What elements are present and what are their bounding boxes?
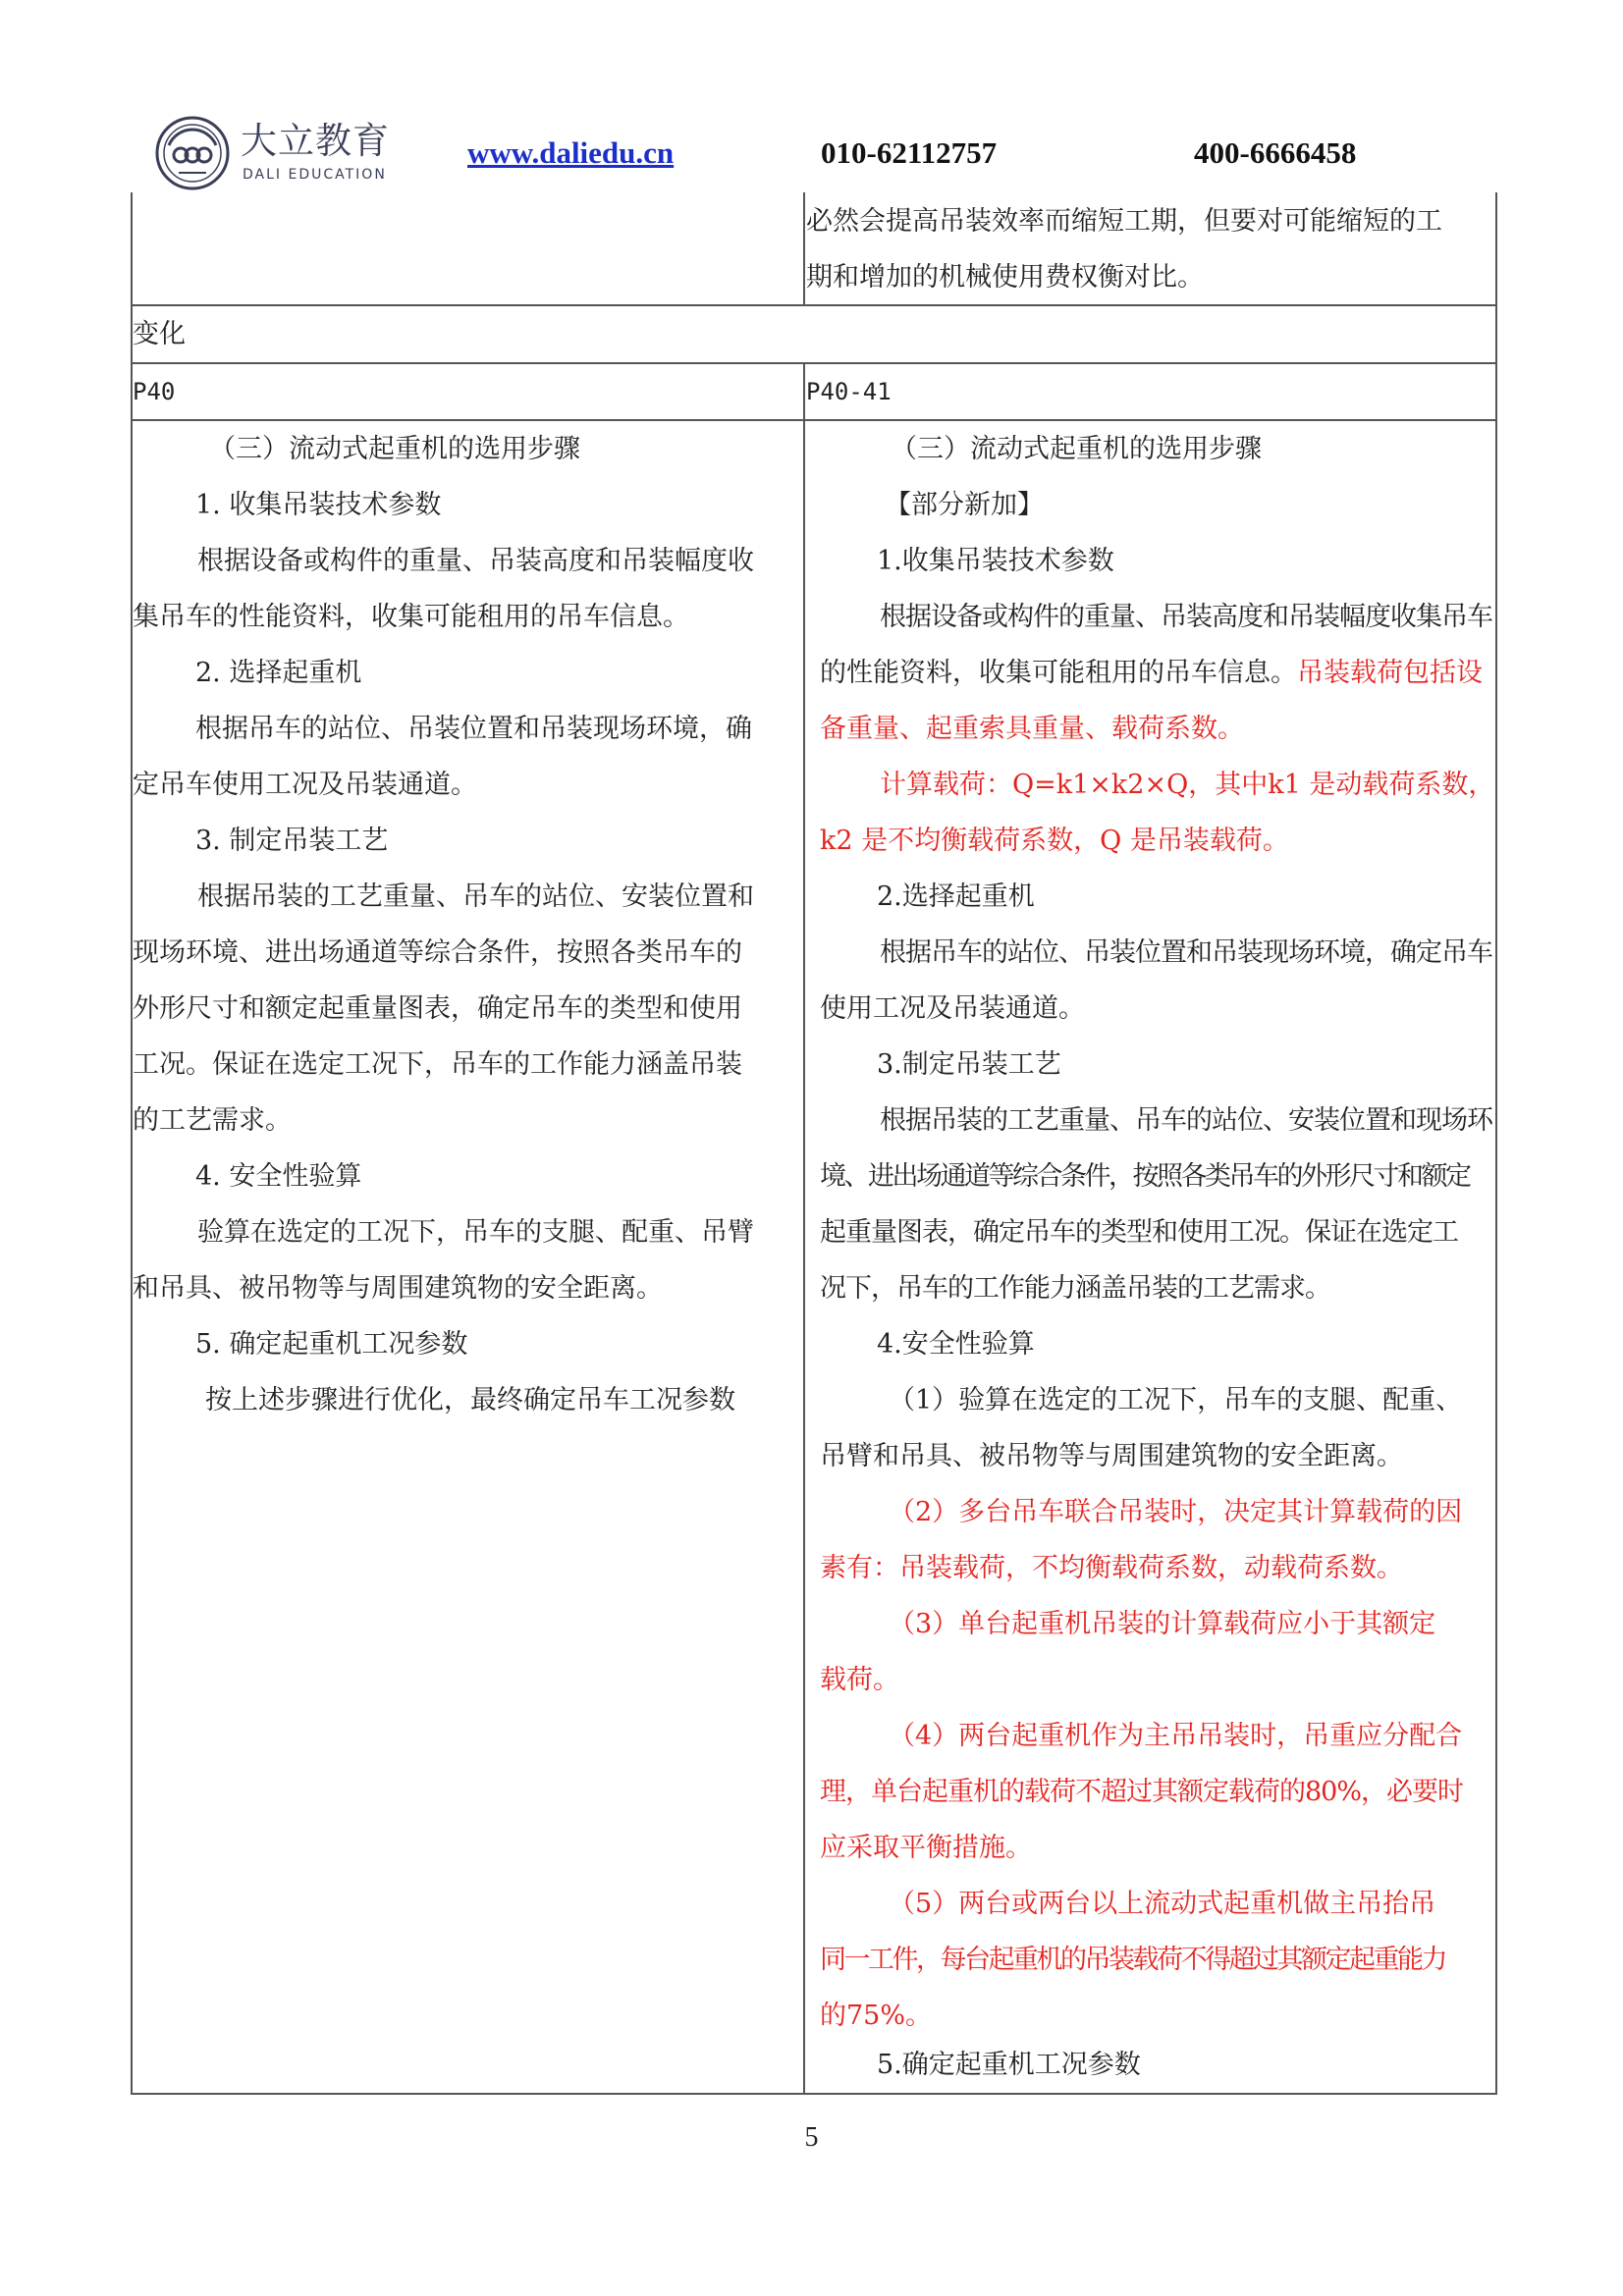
right-line: 备重量、起重索具重量、载荷系数。	[820, 714, 1244, 744]
website-link[interactable]: www.daliedu.cn	[467, 135, 675, 170]
right-line: 的75%。	[820, 2001, 933, 2031]
right-line: 根据吊装的工艺重量、吊车的站位、安装位置和现场环	[880, 1105, 1492, 1136]
right-line: 同一工件，每台起重机的吊装载荷不得超过其额定起重能力	[820, 1945, 1445, 1975]
right-line: （1）验算在选定的工况下，吊车的支腿、配重、	[889, 1385, 1463, 1415]
left-line: 的工艺需求。	[133, 1105, 292, 1136]
right-line: 况下，吊车的工作能力涵盖吊装的工艺需求。	[820, 1273, 1330, 1304]
right-line: 3.制定吊装工艺	[877, 1049, 1061, 1080]
left-line: 4. 安全性验算	[195, 1161, 362, 1192]
left-line: 和吊具、被吊物等与周围建筑物的安全距离。	[133, 1273, 663, 1304]
right-line: 载荷。	[820, 1665, 899, 1695]
right-line: （三）流动式起重机的选用步骤	[891, 434, 1262, 464]
left-line: 根据设备或构件的重量、吊装高度和吊装幅度收	[197, 546, 754, 576]
left-line: 工况。保证在选定工况下，吊车的工作能力涵盖吊装	[133, 1049, 742, 1080]
page-header	[0, 0, 1623, 196]
right-line: （5）两台或两台以上流动式起重机做主吊抬吊	[889, 1889, 1436, 1919]
dali-education-logo	[155, 116, 230, 190]
top-row-line: 必然会提高吊装效率而缩短工期，但要对可能缩短的工	[806, 206, 1442, 237]
left-line: 集吊车的性能资料，收集可能租用的吊车信息。	[133, 602, 689, 632]
left-line: 外形尺寸和额定起重量图表，确定吊车的类型和使用	[133, 993, 742, 1024]
table-border-bottom	[131, 2093, 1496, 2095]
right-line: （2）多台吊车联合吊装时，决定其计算载荷的因	[889, 1497, 1463, 1527]
right-line: 境、进出场通道等综合条件，按照各类吊车的外形尺寸和额定	[820, 1161, 1470, 1192]
right-line: 应采取平衡措施。	[820, 1833, 1032, 1863]
right-line: 使用工况及吊装通道。	[820, 993, 1085, 1024]
right-line: 素有：吊装载荷，不均衡载荷系数，动载荷系数。	[820, 1553, 1403, 1583]
page-ref-left: P40	[133, 378, 176, 405]
right-line: 根据设备或构件的重量、吊装高度和吊装幅度收集吊车	[880, 602, 1492, 632]
right-line: 1.收集吊装技术参数	[877, 546, 1114, 576]
left-line: （三）流动式起重机的选用步骤	[209, 434, 580, 464]
section-label: 变化	[133, 319, 186, 349]
right-line: 2.选择起重机	[877, 881, 1035, 912]
right-line: 4.安全性验算	[877, 1329, 1035, 1360]
right-line: （4）两台起重机作为主吊吊装时，吊重应分配合	[889, 1721, 1463, 1751]
right-line-red-part: 吊装载荷包括设	[1297, 658, 1483, 688]
right-line: k2 是不均衡载荷系数，Q 是吊装载荷。	[820, 826, 1289, 856]
right-line: 起重量图表，确定吊车的类型和使用工况。保证在选定工	[820, 1217, 1458, 1248]
left-line: 3. 制定吊装工艺	[195, 826, 389, 856]
brand-name-cn: 大立教育	[241, 120, 390, 162]
column-divider-top	[803, 192, 805, 305]
left-line: 2. 选择起重机	[195, 658, 362, 688]
table-border-right	[1495, 192, 1497, 2095]
column-divider-main	[803, 363, 805, 2095]
left-line: 按上述步骤进行优化，最终确定吊车工况参数	[205, 1385, 735, 1415]
page-ref-right: P40-41	[806, 378, 892, 405]
right-line: 吊臂和吊具、被吊物等与周围建筑物的安全距离。	[820, 1441, 1403, 1471]
top-row-line: 期和增加的机械使用费权衡对比。	[806, 262, 1204, 293]
right-line: 5.确定起重机工况参数	[877, 2050, 1141, 2080]
brand-name-en: DALI EDUCATION	[243, 167, 387, 183]
left-line: 根据吊车的站位、吊装位置和吊装现场环境，确	[195, 714, 752, 744]
phone-number-1: 010-62112757	[821, 135, 998, 170]
right-line-black-part: 的性能资料，收集可能租用的吊车信息。	[820, 658, 1297, 688]
left-line: 现场环境、进出场通道等综合条件，按照各类吊车的	[133, 937, 742, 968]
right-line-mixed	[820, 645, 1483, 701]
left-line: 根据吊装的工艺重量、吊车的站位、安装位置和	[197, 881, 754, 912]
left-line: 5. 确定起重机工况参数	[195, 1329, 468, 1360]
right-line: 【部分新加】	[885, 490, 1044, 520]
left-line: 定吊车使用工况及吊装通道。	[133, 770, 477, 800]
left-line: 1. 收集吊装技术参数	[195, 490, 442, 520]
phone-number-2: 400-6666458	[1194, 135, 1357, 170]
left-line: 验算在选定的工况下，吊车的支腿、配重、吊臂	[197, 1217, 754, 1248]
page-number: 5	[804, 2122, 819, 2153]
comparison-table	[131, 192, 1496, 2095]
right-line: 根据吊车的站位、吊装位置和吊装现场环境，确定吊车	[880, 937, 1492, 968]
right-line: （3）单台起重机吊装的计算载荷应小于其额定	[889, 1609, 1436, 1639]
right-line: 理，单台起重机的载荷不超过其额定载荷的80%，必要时	[820, 1777, 1464, 1807]
right-line: 计算载荷：Q=k1×k2×Q，其中k1 是动载荷系数，	[880, 770, 1495, 800]
